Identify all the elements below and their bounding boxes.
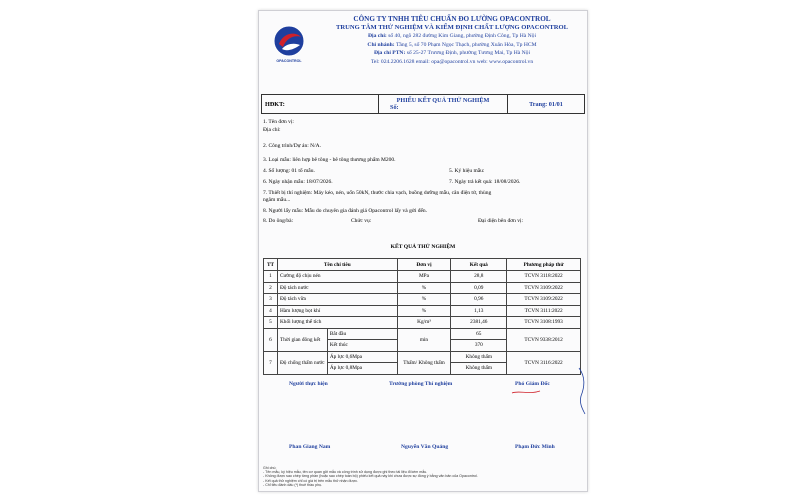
address-line: Địa chỉ: số 40, ngõ 282 đường Kim Giang, phường Định Công, Tp Hà Nội [367, 33, 537, 40]
table-cell: 2381,46 [451, 317, 507, 329]
signature-name-performer: Phan Giang Nam [289, 444, 331, 450]
table-cell: 7 [264, 351, 278, 374]
table-cell: TCVN 3108:1993 [507, 317, 581, 329]
table-cell: 2 [264, 282, 278, 294]
signature-role-performer: Người thực hiện [289, 381, 328, 387]
note-line: - Tên mẫu, ký hiệu mẫu, tên cơ quan gửi mẫu và công trình sử dụng được ghi theo tài liệu đi kèm mẫu. [263, 470, 428, 475]
results-title: KẾT QUẢ THỬ NGHIỆM [390, 244, 456, 250]
table-cell: Hàm lượng bọt khí [277, 305, 397, 317]
field-by-person: 8. Do ông/bà: [263, 218, 294, 224]
table-cell: % [397, 294, 451, 306]
column-header: Tên chỉ tiêu [277, 259, 397, 271]
note-line: - Chỉ tiêu đánh dấu (*) thuê thầu phụ. [263, 482, 323, 487]
contract-number-cell: HĐKT: [262, 95, 379, 113]
table-cell: 3 [264, 294, 278, 306]
table-cell: Áp lực 0,6Mpa [327, 351, 397, 363]
table-cell: 5 [264, 317, 278, 329]
table-cell: 0,96 [451, 294, 507, 306]
table-row [264, 305, 581, 317]
table-cell: % [397, 305, 451, 317]
table-row [264, 351, 581, 363]
table-cell: TCVN 9338:2012 [507, 328, 581, 351]
table-cell: TCVN 3109:2022 [507, 294, 581, 306]
table-cell: Cường độ chịu nén [277, 271, 397, 283]
table-cell: 6 [264, 328, 278, 351]
field-quantity: 4. Số lượng: 01 tổ mẫu. [263, 168, 315, 174]
lab-address-line: Địa chỉ PTN: số 25-27 Trương Định, phường Tương Mai, Tp Hà Nội [373, 50, 531, 57]
table-row [264, 294, 581, 306]
table-cell: 370 [451, 340, 507, 352]
table-cell: 0,09 [451, 282, 507, 294]
test-report-document [258, 10, 588, 492]
field-received-date: 6. Ngày nhận mẫu: 18/07/2026. [263, 179, 333, 185]
table-cell: MPa [397, 271, 451, 283]
logo-text: OPACONTROL [276, 59, 302, 63]
table-cell: 4 [264, 305, 278, 317]
table-cell: 1 [264, 271, 278, 283]
table-row [264, 317, 581, 329]
table-cell: Khối lượng thể tích [277, 317, 397, 329]
signature-role-deputy-director: Phó Giám Đốc [515, 381, 550, 387]
field-sampler: 8. Người lấy mẫu: Mẫu do chuyên gia đánh giá Opacontrol lấy và gửi đến. [263, 208, 428, 214]
table-cell: % [397, 282, 451, 294]
column-header: Phương pháp thử [507, 259, 581, 271]
table-row [264, 282, 581, 294]
column-header: TT [264, 259, 278, 271]
table-cell: TCVN 3109:2022 [507, 282, 581, 294]
company-name: CÔNG TY TNHH TIÊU CHUẨN ĐO LƯỜNG OPACONTROL [353, 15, 551, 23]
column-header: Kết quả [451, 259, 507, 271]
table-cell: TCVN 3118:2022 [507, 271, 581, 283]
branch-line: Chi nhánh: Tầng 5, số 70 Phạm Ngọc Thạch, phường Xuân Hòa, Tp HCM [367, 41, 537, 48]
field-equipment-cont: ngâm mẫu... [263, 197, 291, 203]
table-cell: TCVN 3116:2022 [507, 351, 581, 374]
center-name: TRUNG TÂM THỬ NGHIỆM VÀ KIỂM ĐỊNH CHẤT LƯỢNG OPACONTROL [335, 23, 569, 31]
table-cell: 65 [451, 328, 507, 340]
table-cell: Không thấm [451, 351, 507, 363]
letterhead [321, 15, 583, 67]
table-cell: Thấm/ Không thấm [397, 351, 451, 374]
report-id-bar [261, 94, 585, 114]
field-unit-name: 1. Tên đơn vị: [263, 119, 294, 125]
notes-title: Ghi chú: [263, 466, 277, 470]
handwritten-signature-icon [577, 366, 587, 416]
field-sample-type: 3. Loại mẫu: liên hợp bê tông - bê tông thương phẩm M200. [263, 157, 396, 163]
contact-line: Tel: 024.2206.1628 email: opa@opacontrol.vn web: www.opacontrol.vn [370, 58, 534, 65]
signature-name-lab-head: Nguyễn Văn Quảng [401, 444, 449, 450]
results-table [263, 258, 581, 375]
table-cell: Không thấm [451, 363, 507, 375]
table-cell: Bắt đầu [327, 328, 397, 340]
table-cell: Độ chống thấm nước [277, 351, 327, 374]
table-cell: min [397, 328, 451, 351]
field-position: Chức vụ: [351, 218, 372, 224]
table-cell: Độ tách vữa [277, 294, 397, 306]
note-line: - Không được sao chép từng phần (hoặc sao chép toàn bộ) phiếu kết quả này khi chưa được sự đồng ý bằng văn bản của Opacontrol. [263, 474, 478, 479]
field-equipment: 7. Thiết bị thí nghiệm: Máy kéo, nén, uốn 50kN, thước chia vạch, buồng dưỡng mẫu, cân điện tử, thùng [263, 190, 492, 196]
table-cell: 28,8 [451, 271, 507, 283]
note-line: - Kết quả thử nghiệm chỉ có giá trị trên mẫu thử nhận được. [263, 478, 359, 483]
signature-role-lab-head: Trưởng phòng Thí nghiệm [389, 381, 453, 387]
table-row [264, 328, 581, 340]
field-return-date: 7. Ngày trả kết quả: 18/08/2026. [449, 179, 521, 185]
table-cell: TCVN 3111:2022 [507, 305, 581, 317]
field-representative: Đại diện bên đơn vị: [478, 218, 524, 224]
table-row [264, 271, 581, 283]
column-header: Đơn vị [397, 259, 451, 271]
report-title-cell: PHIẾU KẾT QUẢ THỬ NGHIỆM Số: [379, 95, 508, 113]
table-cell: Độ tách nước [277, 282, 397, 294]
field-project: 2. Công trình/Dự án: N/A. [263, 143, 321, 149]
signature-name-deputy-director: Phạm Đức Minh [515, 444, 555, 450]
table-cell: Thời gian đông kết [277, 328, 327, 351]
footnotes [263, 466, 583, 487]
field-sample-code: 5. Ký hiệu mẫu: [449, 168, 485, 174]
table-cell: Kết thúc [327, 340, 397, 352]
signature-underline-icon [511, 389, 541, 395]
table-cell: Kg/m³ [397, 317, 451, 329]
table-cell: Áp lực 0,8Mpa [327, 363, 397, 375]
opacontrol-logo-icon [273, 25, 305, 57]
field-address: Địa chỉ: [263, 127, 281, 133]
table-cell: 1,13 [451, 305, 507, 317]
page-number: Trang: 01/01 [529, 100, 563, 108]
table-header-row [264, 259, 581, 271]
